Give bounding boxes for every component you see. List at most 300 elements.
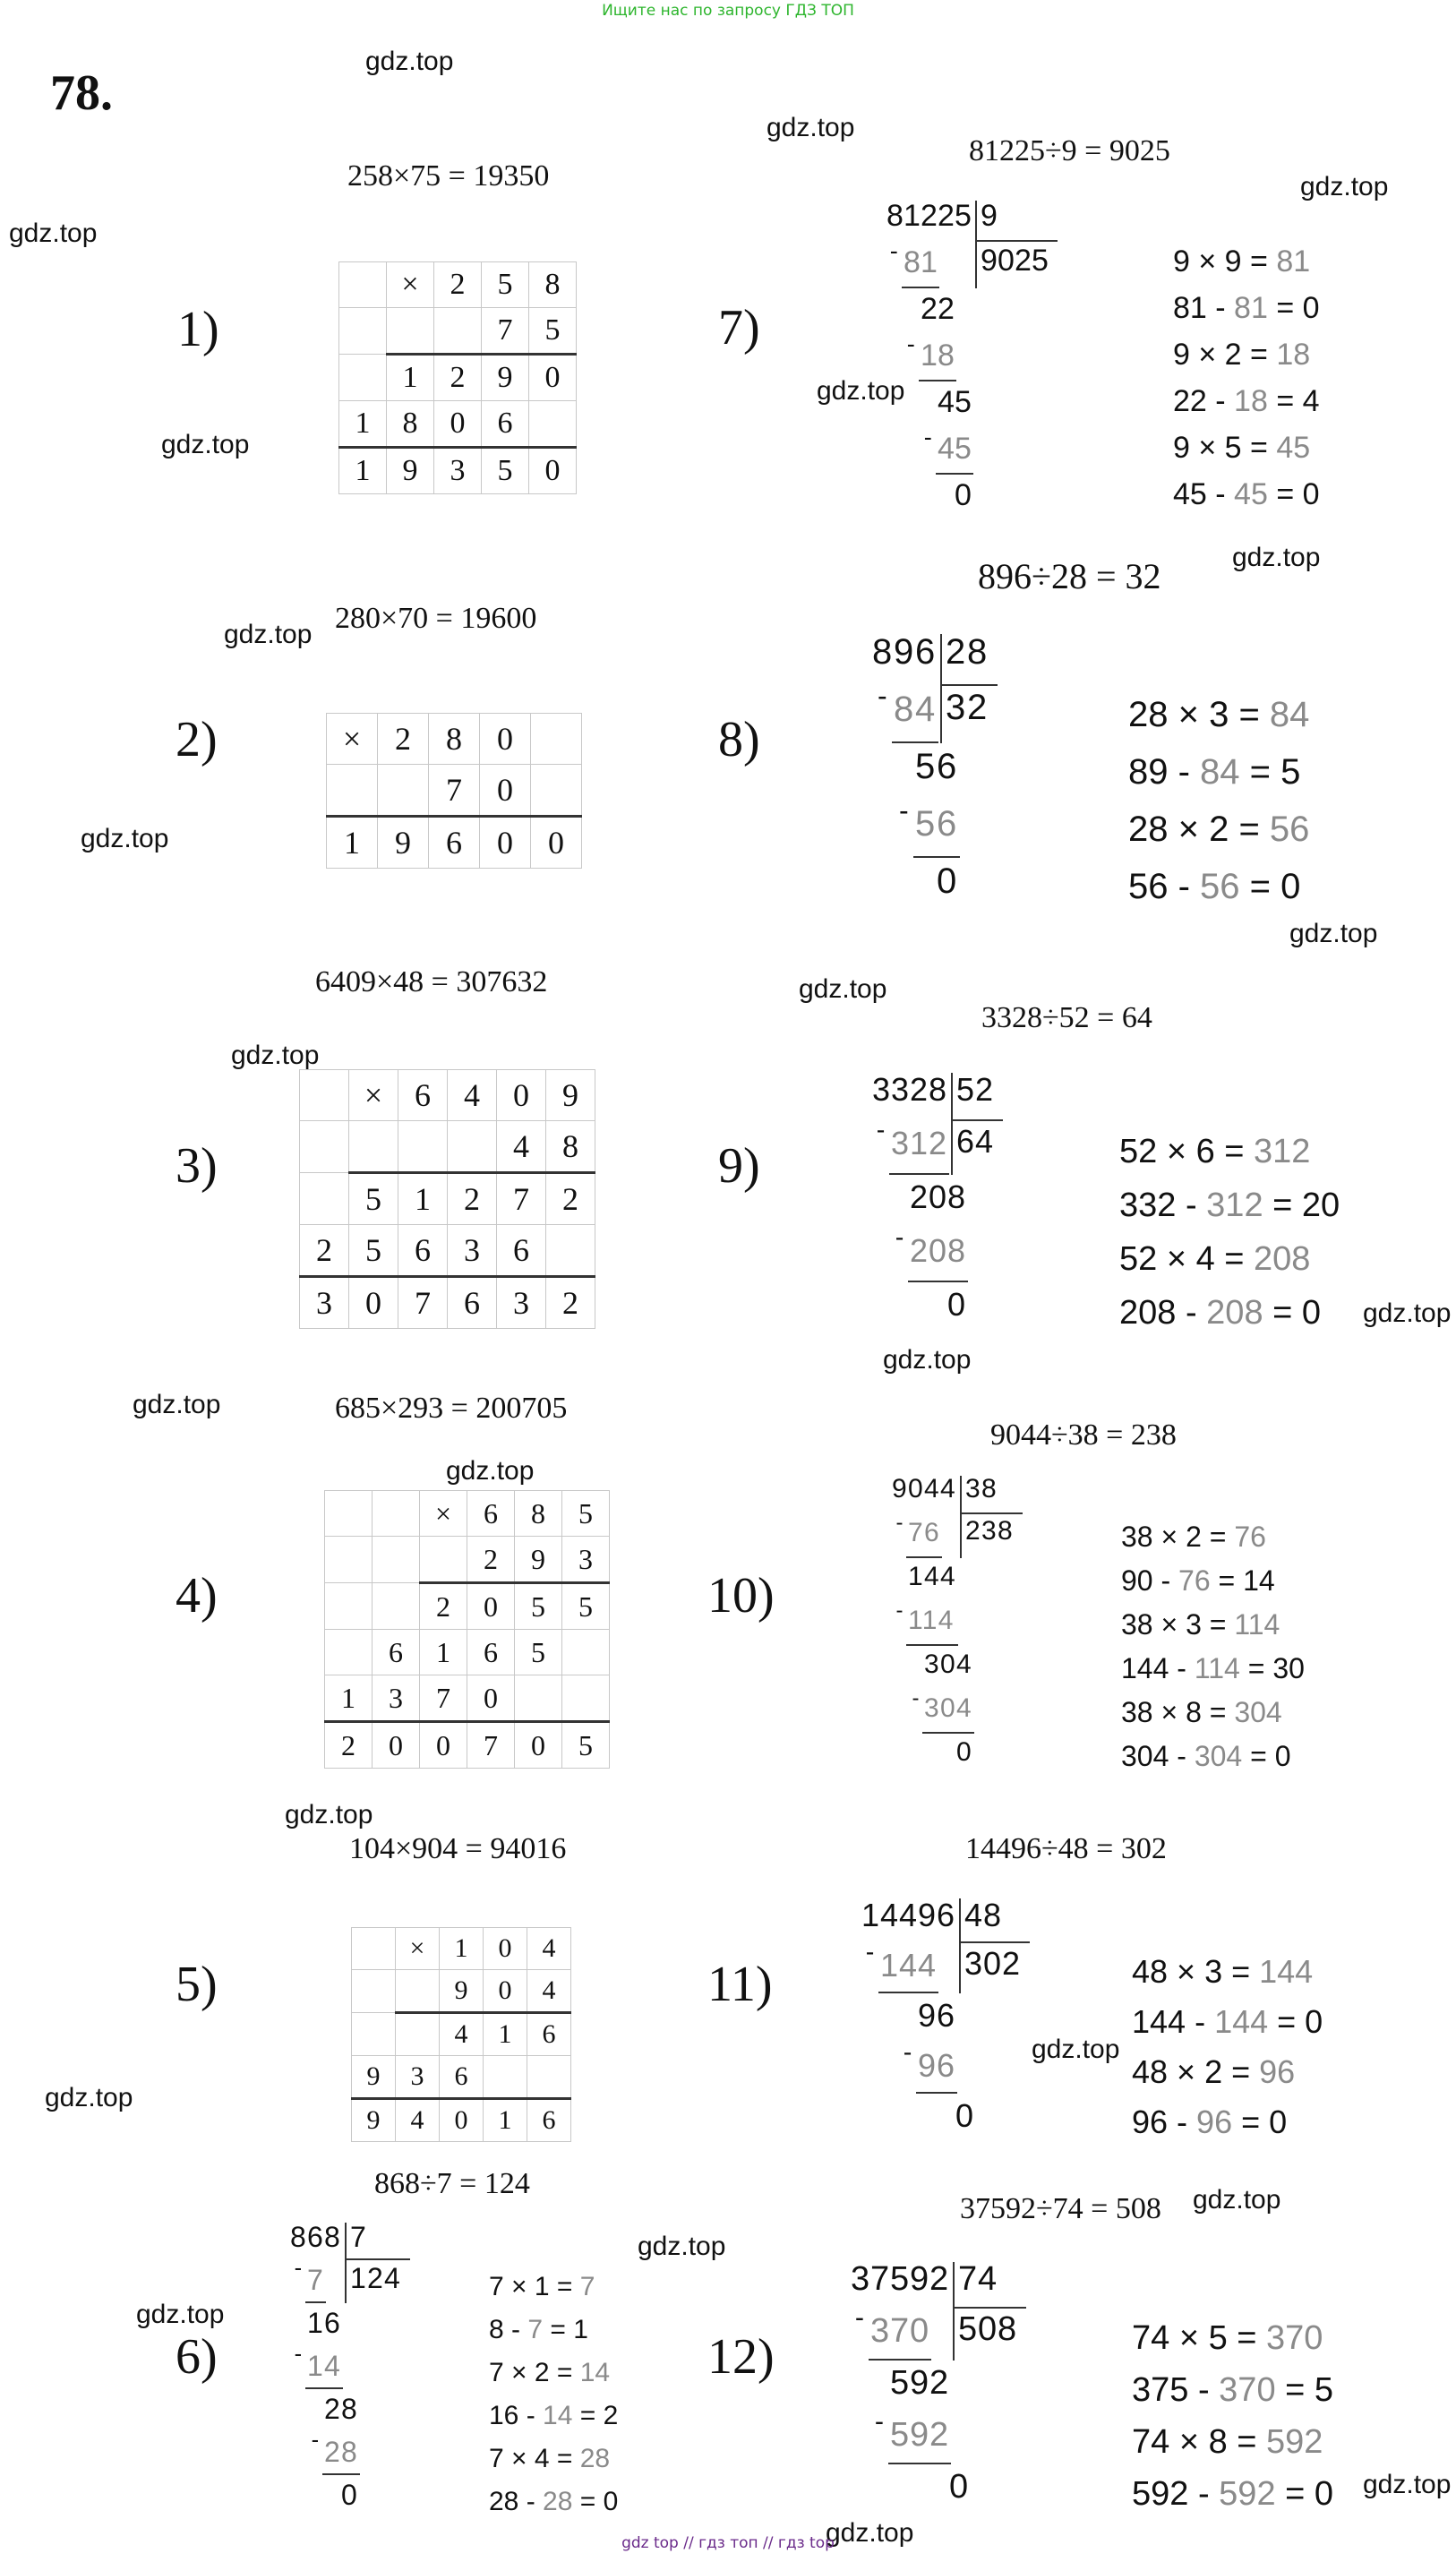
step-text: 48 × 2 =	[1132, 2053, 1260, 2090]
grid-cell: 6	[527, 2013, 571, 2056]
subtrahend: 312	[891, 1125, 948, 1161]
multiply-sign: ×	[349, 1070, 398, 1121]
equation: 280×70 = 19600	[335, 602, 537, 635]
subtrahend: 370	[870, 2312, 930, 2350]
grid-cell: 1	[339, 448, 387, 494]
grid-row	[327, 817, 582, 869]
grid-cell: 2	[467, 1537, 515, 1583]
grid-row	[339, 401, 577, 448]
grid-cell	[398, 1121, 448, 1173]
step-value: 14	[543, 2401, 573, 2430]
remainder: 22	[921, 292, 955, 326]
step-text: 8 -	[489, 2315, 528, 2344]
watermark: gdz.top	[1363, 1298, 1452, 1328]
watermark: gdz.top	[799, 974, 887, 1004]
grid-row	[300, 1121, 595, 1173]
step-value: 144	[1259, 1953, 1314, 1990]
equation: 896÷28 = 32	[978, 556, 1161, 596]
watermark: gdz.top	[1193, 2185, 1281, 2215]
equation: 14496÷48 = 302	[965, 1832, 1167, 1865]
step-text: = 0	[1263, 1294, 1322, 1332]
grid-cell: 0	[529, 448, 577, 494]
quotient-line	[960, 1512, 1023, 1514]
watermark: gdz.top	[767, 113, 855, 142]
step-text: 144 -	[1132, 2003, 1215, 2040]
grid-cell: 2	[434, 262, 482, 308]
multiplication-grid	[351, 1927, 571, 2142]
watermark: gdz.top	[1032, 2035, 1120, 2064]
grid-cell	[300, 1121, 349, 1173]
grid-cell: 1	[327, 817, 378, 869]
grid-cell: 7	[420, 1675, 467, 1722]
watermark: gdz.top	[285, 1800, 373, 1829]
grid-cell: 1	[387, 355, 434, 401]
divisor: 74	[958, 2260, 998, 2298]
grid-cell	[373, 1583, 420, 1630]
grid-cell: 7	[429, 765, 480, 817]
step-text: = 1	[543, 2315, 588, 2344]
grid-cell	[325, 1491, 373, 1537]
minus-sign: -	[311, 2428, 320, 2454]
grid-cell	[387, 308, 434, 355]
multiplication-grid	[299, 1069, 595, 1329]
grid-cell: 3	[396, 2056, 440, 2099]
remainder: 592	[890, 2364, 950, 2402]
divisor: 52	[956, 1071, 995, 1108]
grid-cell	[373, 1491, 420, 1537]
step-text: = 0	[572, 2487, 619, 2516]
grid-row	[352, 2013, 571, 2056]
grid-cell: 5	[349, 1225, 398, 1277]
step-text: = 0	[1239, 867, 1301, 906]
minus-sign: -	[854, 2302, 865, 2334]
minus-sign: -	[912, 1685, 920, 1710]
grid-cell	[515, 1675, 562, 1722]
subtraction-line	[908, 1281, 968, 1282]
quotient: 508	[958, 2310, 1018, 2348]
steps-column	[1173, 238, 1320, 518]
long-division	[860, 632, 1361, 919]
step-line	[1119, 1232, 1340, 1286]
step-text: 90 -	[1121, 1564, 1179, 1597]
grid-cell: 0	[420, 1722, 467, 1769]
minus-sign: -	[878, 679, 887, 712]
grid-cell: 5	[515, 1583, 562, 1630]
watermark: gdz.top	[81, 824, 169, 853]
step-text: 38 × 3 =	[1121, 1608, 1235, 1641]
division-bar	[960, 1476, 962, 1558]
remainder: 304	[924, 1649, 973, 1679]
step-text: 74 × 5 =	[1132, 2319, 1267, 2357]
grid-cell: 1	[484, 2013, 527, 2056]
problem-label: 6)	[176, 2329, 218, 2385]
remainder: 28	[324, 2393, 359, 2425]
equation: 9044÷38 = 238	[990, 1418, 1177, 1452]
step-line	[1119, 1178, 1340, 1232]
grid-cell	[352, 1970, 396, 2013]
divisor: 48	[964, 1897, 1003, 1933]
grid-cell: 6	[429, 817, 480, 869]
step-text: 56 -	[1128, 867, 1201, 906]
steps-column	[1128, 686, 1309, 915]
remainder: 45	[938, 385, 972, 419]
step-text: 74 × 8 =	[1132, 2423, 1267, 2461]
divisor: 9	[981, 199, 998, 233]
grid-row	[325, 1630, 610, 1675]
step-text: 208 -	[1119, 1294, 1207, 1332]
grid-row	[325, 1583, 610, 1630]
step-text: 22 -	[1173, 384, 1235, 418]
equation: 868÷7 = 124	[374, 2167, 530, 2200]
remainder: 0	[956, 1737, 973, 1767]
steps-column	[1119, 1125, 1340, 1340]
division-bar	[959, 1898, 961, 1993]
step-text: = 30	[1239, 1652, 1305, 1684]
grid-cell: 6	[448, 1277, 497, 1329]
step-text: = 5	[1275, 2371, 1334, 2409]
long-division	[836, 2260, 1338, 2529]
grid-cell: 7	[467, 1722, 515, 1769]
problem-label: 11)	[707, 1957, 773, 2012]
remainder: 0	[949, 2468, 970, 2506]
step-value: 28	[579, 2444, 611, 2473]
step-value: 208	[1206, 1294, 1263, 1332]
minus-sign: -	[903, 2037, 912, 2067]
subtrahend: 14	[307, 2350, 342, 2382]
grid-cell: 2	[378, 714, 429, 765]
problem-label: 1)	[177, 302, 219, 357]
long-division	[847, 1897, 1349, 2147]
step-text: 9 × 9 =	[1173, 244, 1277, 278]
subtraction-line	[888, 2463, 951, 2464]
grid-cell: 1	[339, 401, 387, 448]
subtraction-line	[305, 2387, 343, 2389]
grid-row	[325, 1537, 610, 1583]
remainder: 0	[947, 1286, 967, 1323]
grid-cell: 6	[440, 2056, 484, 2099]
step-value: 84	[1269, 695, 1310, 734]
subtrahend: 81	[904, 245, 938, 279]
step-line	[1173, 424, 1320, 471]
grid-cell	[396, 1970, 440, 2013]
subtraction-line	[869, 2359, 931, 2361]
division-bar	[953, 2262, 955, 2361]
divisor: 28	[946, 632, 989, 672]
quotient-line	[975, 240, 1058, 242]
grid-cell: 5	[529, 308, 577, 355]
top-banner: Ищите нас по запросу ГДЗ ТОП	[602, 2, 854, 20]
grid-row	[325, 1722, 610, 1769]
grid-cell: 2	[448, 1173, 497, 1225]
step-line	[1119, 1125, 1340, 1178]
step-value: 7	[579, 2272, 595, 2301]
problem-label: 8)	[718, 712, 760, 767]
exercise-number: 78.	[50, 65, 113, 121]
remainder: 208	[910, 1178, 967, 1215]
grid-cell: 0	[434, 401, 482, 448]
watermark: gdz.top	[1232, 543, 1321, 572]
minus-sign: -	[923, 423, 932, 451]
division-bar	[345, 2223, 347, 2303]
step-text: = 5	[1239, 752, 1301, 792]
step-value: 96	[1196, 2104, 1233, 2140]
step-line	[1119, 1286, 1340, 1340]
step-text: 144 -	[1121, 1652, 1195, 1684]
grid-cell: 6	[398, 1070, 448, 1121]
grid-cell: 2	[300, 1225, 349, 1277]
grid-cell	[484, 2056, 527, 2099]
grid-cell: 5	[482, 262, 529, 308]
multiply-sign: ×	[396, 1928, 440, 1970]
grid-cell: 0	[480, 714, 531, 765]
subtraction-line	[322, 2473, 360, 2475]
grid-cell: 6	[467, 1491, 515, 1537]
grid-cell	[434, 308, 482, 355]
step-text: 7 × 4 =	[489, 2444, 580, 2473]
grid-cell: 9	[378, 817, 429, 869]
grid-cell	[339, 262, 387, 308]
step-text: 81 -	[1173, 291, 1235, 325]
quotient: 64	[956, 1123, 995, 1160]
grid-row	[300, 1277, 595, 1329]
minus-sign: -	[294, 2256, 303, 2282]
step-value: 45	[1234, 477, 1268, 511]
step-value: 114	[1234, 1608, 1280, 1641]
remainder: 56	[915, 747, 959, 786]
minus-sign: -	[906, 330, 915, 358]
step-text: = 0	[1232, 2104, 1288, 2140]
grid-cell: 3	[434, 448, 482, 494]
subtrahend: 56	[915, 804, 959, 844]
step-text: = 2	[572, 2401, 619, 2430]
subtraction-line	[906, 1556, 942, 1558]
step-line	[1132, 2416, 1333, 2468]
grid-cell: 2	[420, 1583, 467, 1630]
grid-cell: 9	[515, 1537, 562, 1583]
grid-cell	[420, 1537, 467, 1583]
grid-cell: 1	[325, 1675, 373, 1722]
grid-cell	[327, 765, 378, 817]
problem-label: 10)	[707, 1568, 775, 1624]
minus-sign: -	[876, 1115, 886, 1144]
remainder: 0	[955, 2097, 975, 2134]
minus-sign: -	[895, 1222, 904, 1252]
grid-cell: 3	[448, 1225, 497, 1277]
quotient: 238	[965, 1516, 1015, 1546]
subtrahend: 592	[890, 2416, 950, 2454]
grid-cell	[529, 401, 577, 448]
grid-cell	[531, 765, 582, 817]
grid-cell: 0	[480, 817, 531, 869]
step-line	[1173, 238, 1320, 285]
grid-cell: 9	[482, 355, 529, 401]
long-division	[845, 1071, 1347, 1340]
grid-cell: 0	[497, 1070, 546, 1121]
step-line	[1128, 743, 1309, 801]
grid-cell	[339, 308, 387, 355]
step-text: = 0	[1267, 291, 1320, 325]
step-line	[489, 2395, 618, 2438]
grid-cell: 6	[398, 1225, 448, 1277]
remainder: 0	[937, 861, 959, 901]
grid-cell: 9	[352, 2099, 396, 2142]
grid-cell: 0	[349, 1277, 398, 1329]
step-value: 370	[1219, 2371, 1276, 2409]
step-value: 592	[1219, 2475, 1276, 2513]
step-text: 52 × 6 =	[1119, 1133, 1255, 1170]
step-line	[1132, 1947, 1323, 1997]
step-line	[1173, 285, 1320, 331]
step-value: 114	[1194, 1652, 1240, 1684]
subtrahend: 96	[918, 2047, 956, 2084]
grid-cell: 6	[467, 1630, 515, 1675]
grid-cell: 1	[484, 2099, 527, 2142]
step-line	[1128, 858, 1309, 915]
grid-row	[352, 2056, 571, 2099]
grid-row	[352, 2099, 571, 2142]
watermark: gdz.top	[1300, 172, 1389, 201]
step-line	[1128, 686, 1309, 743]
grid-cell: 0	[440, 2099, 484, 2142]
watermark: gdz.top	[826, 2518, 914, 2548]
step-text: 48 × 3 =	[1132, 1953, 1260, 1990]
step-value: 81	[1276, 244, 1311, 278]
dividend: 896	[872, 632, 938, 672]
grid-cell: 9	[440, 1970, 484, 2013]
step-line	[1173, 471, 1320, 518]
grid-cell: 7	[482, 308, 529, 355]
step-line	[489, 2352, 618, 2395]
grid-cell: 2	[546, 1173, 595, 1225]
subtrahend: 304	[924, 1693, 973, 1723]
grid-row	[300, 1225, 595, 1277]
grid-cell: 6	[373, 1630, 420, 1675]
subtraction-line	[892, 741, 938, 743]
step-text: = 0	[1268, 2003, 1323, 2040]
step-value: 76	[1234, 1521, 1266, 1553]
step-line	[1132, 2097, 1323, 2147]
grid-cell: 2	[434, 355, 482, 401]
step-value: 592	[1266, 2423, 1323, 2461]
step-line	[1173, 378, 1320, 424]
step-line	[1121, 1691, 1305, 1735]
subtraction-line	[878, 1992, 938, 1993]
step-text: 9 × 2 =	[1173, 338, 1277, 372]
subtrahend: 208	[910, 1232, 967, 1269]
long-division	[869, 199, 1334, 521]
dividend: 14496	[861, 1897, 956, 1933]
step-text: 96 -	[1132, 2104, 1197, 2140]
grid-cell	[373, 1537, 420, 1583]
step-text: 7 × 1 =	[489, 2272, 580, 2301]
step-line	[1132, 2468, 1333, 2520]
grid-cell: 2	[325, 1722, 373, 1769]
step-value: 208	[1254, 1240, 1311, 1278]
grid-cell: 0	[373, 1722, 420, 1769]
step-text: 28 × 2 =	[1128, 810, 1270, 849]
grid-cell	[339, 355, 387, 401]
watermark: gdz.top	[9, 218, 98, 248]
watermark: gdz.top	[136, 2300, 225, 2329]
grid-cell: 4	[527, 1970, 571, 2013]
grid-row	[352, 1928, 571, 1970]
watermark: gdz.top	[638, 2232, 726, 2261]
watermark: gdz.top	[161, 430, 250, 459]
step-value: 370	[1266, 2319, 1323, 2357]
grid-cell	[325, 1583, 373, 1630]
grid-cell: 4	[396, 2099, 440, 2142]
grid-cell: 4	[497, 1121, 546, 1173]
grid-cell: 3	[562, 1537, 610, 1583]
problem-label: 3)	[176, 1138, 218, 1194]
step-text: 7 × 2 =	[489, 2358, 580, 2387]
grid-cell: 8	[529, 262, 577, 308]
grid-cell: 5	[562, 1583, 610, 1630]
watermark: gdz.top	[446, 1456, 535, 1486]
remainder: 0	[341, 2479, 359, 2511]
grid-cell: 0	[467, 1675, 515, 1722]
grid-cell: 1	[440, 1928, 484, 1970]
grid-cell	[527, 2056, 571, 2099]
problem-label: 12)	[707, 2329, 775, 2385]
grid-cell: 6	[527, 2099, 571, 2142]
grid-cell: 5	[482, 448, 529, 494]
grid-cell: 9	[387, 448, 434, 494]
grid-cell: 5	[515, 1630, 562, 1675]
step-value: 18	[1276, 338, 1311, 372]
grid-cell: 9	[546, 1070, 595, 1121]
division-bar	[975, 201, 977, 288]
multiply-sign: ×	[327, 714, 378, 765]
watermark: gdz.top	[1289, 919, 1378, 948]
step-value: 312	[1254, 1133, 1311, 1170]
quotient-line	[940, 684, 998, 686]
grid-cell	[349, 1121, 398, 1173]
grid-cell: 6	[497, 1225, 546, 1277]
grid-row	[339, 308, 577, 355]
grid-row	[339, 448, 577, 494]
grid-cell: 8	[546, 1121, 595, 1173]
grid-cell: 8	[387, 401, 434, 448]
quotient: 9025	[981, 244, 1049, 278]
step-text: = 0	[1275, 2475, 1334, 2513]
grid-row	[300, 1070, 595, 1121]
dividend: 81225	[886, 199, 972, 233]
quotient: 124	[350, 2262, 402, 2294]
step-line	[1128, 801, 1309, 858]
minus-sign: -	[874, 2406, 885, 2438]
grid-row	[300, 1173, 595, 1225]
dividend: 3328	[872, 1071, 948, 1108]
grid-cell	[325, 1537, 373, 1583]
subtraction-line	[889, 1173, 949, 1175]
divisor: 7	[350, 2221, 368, 2253]
subtrahend: 28	[324, 2436, 359, 2468]
step-text: 16 -	[489, 2401, 544, 2430]
remainder: 96	[918, 1997, 956, 2034]
quotient-line	[959, 1941, 1030, 1943]
subtrahend: 18	[921, 338, 955, 373]
grid-cell	[325, 1630, 373, 1675]
problem-label: 4)	[176, 1568, 218, 1624]
step-value: 304	[1234, 1696, 1282, 1728]
step-line	[1132, 2047, 1323, 2097]
subtrahend: 45	[938, 432, 972, 466]
step-value: 18	[1234, 384, 1268, 418]
equation: 3328÷52 = 64	[981, 1001, 1152, 1034]
grid-cell: 9	[352, 2056, 396, 2099]
problem-label: 7)	[718, 300, 760, 356]
